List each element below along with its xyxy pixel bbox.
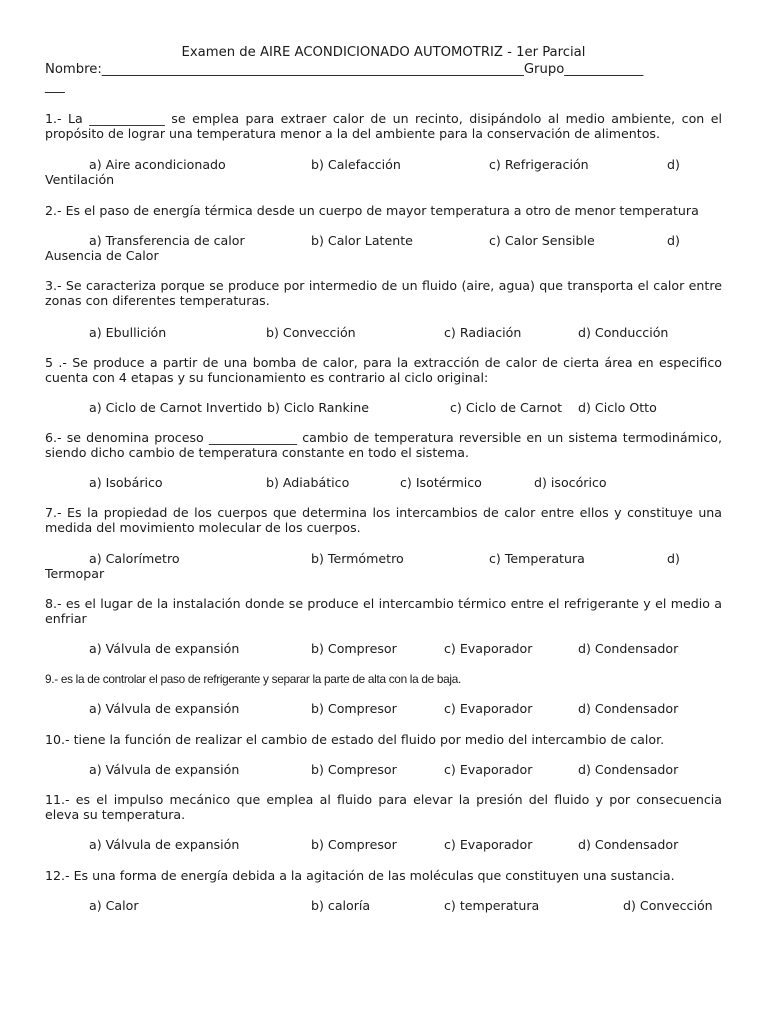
option-c: c) temperatura [444,898,540,913]
option-c: c) Ciclo de Carnot [450,400,563,415]
option-d: d) isocórico [534,475,607,490]
option-d: d) Condensador [578,837,679,852]
option-b: b) Compresor [311,701,397,716]
question-9 [45,672,722,716]
question-11 [45,792,722,852]
question-3 [45,278,722,340]
option-d: d) [667,551,680,566]
question-text: 3.- Se caracteriza porque se produce por intermedio de un fluido (aire, agua) que transporta el calor entre zonas con diferentes temperaturas. [45,278,722,308]
option-d-wrap: Ausencia de Calor [45,248,159,263]
option-d: d) [667,233,680,248]
option-d: d) Condensador [578,701,679,716]
option-a: a) Válvula de expansión [89,762,240,777]
option-b: b) caloría [311,898,371,913]
question-10 [45,732,722,777]
option-a: a) Ciclo de Carnot Invertido [89,400,263,415]
option-b: b) Ciclo Rankine [267,400,370,415]
option-d: d) Condensador [578,641,679,656]
question-1 [45,111,722,187]
question-text: 6.- se denomina proceso ______________ cambio de temperatura reversible en un sistema termodinámico, siendo dicho cambio de temperatura constante en todo el sistema. [45,430,722,460]
option-a: a) Isobárico [89,475,163,490]
option-d: d) Condensador [578,762,679,777]
question-text: 9.- es la de controlar el paso de refrigerante y separar la parte de alta con la de baja. [45,672,461,686]
option-d-wrap: Termopar [45,566,105,581]
option-a: a) Calorímetro [89,551,180,566]
option-c: c) Evaporador [444,641,533,656]
question-text: 12.- Es una forma de energía debida a la agitación de las moléculas que constituyen una sustancia. [45,868,675,883]
question-text: 2.- Es el paso de energía térmica desde un cuerpo de mayor temperatura a otro de menor temperatura [45,203,699,218]
option-c: c) Evaporador [444,837,533,852]
option-b: b) Compresor [311,837,397,852]
option-a: a) Aire acondicionado [89,157,226,172]
option-c: c) Calor Sensible [489,233,595,248]
question-6 [45,430,722,490]
option-a: a) Válvula de expansión [89,641,240,656]
option-c: c) Isotérmico [400,475,482,490]
option-b: b) Compresor [311,762,397,777]
option-d: d) Convección [623,898,713,913]
option-c: c) Evaporador [444,701,533,716]
option-a: a) Válvula de expansión [89,837,240,852]
name-group-line-wrap: ___ [45,79,65,94]
option-a: a) Transferencia de calor [89,233,245,248]
option-c: c) Radiación [444,325,522,340]
question-text: 11.- es el impulso mecánico que emplea al fluido para elevar la presión del fluido y por consecuencia eleva su temperatura. [45,792,722,822]
exam-title: Examen de AIRE ACONDICIONADO AUTOMOTRIZ - 1er Parcial [181,45,586,60]
option-b: b) Calefacción [311,157,401,172]
option-a: a) Calor [89,898,139,913]
option-b: b) Compresor [311,641,397,656]
question-8 [45,596,722,656]
question-text: 10.- tiene la función de realizar el cambio de estado del fluido por medio del intercambio de calor. [45,732,665,747]
option-c: c) Evaporador [444,762,533,777]
option-d: d) Conducción [578,325,669,340]
option-a: a) Ebullición [89,325,167,340]
option-c: c) Temperatura [489,551,585,566]
question-5 [45,355,722,415]
option-a: a) Válvula de expansión [89,701,240,716]
option-d: d) [667,157,680,172]
question-12 [45,868,722,913]
exam-page [45,44,722,913]
option-b: b) Adiabático [266,475,350,490]
option-b: b) Convección [266,325,356,340]
question-text: 7.- Es la propiedad de los cuerpos que determina los intercambios de calor entre ellos y constituye una medida del movimiento molecular de los cuerpos. [45,505,722,535]
option-b: b) Termómetro [311,551,404,566]
option-d: d) Ciclo Otto [578,400,657,415]
question-7 [45,505,722,581]
option-b: b) Calor Latente [311,233,413,248]
question-text: 5 .- Se produce a partir de una bomba de calor, para la extracción de calor de cierta área en especifico cuenta con 4 etapas y su funcionamiento es contrario al ciclo original: [45,355,722,385]
question-text: 1.- La ____________ se emplea para extraer calor de un recinto, disipándolo al medio ambiente, con el propósito de lograr una temperatura menor a la del ambiente para la conservación de alimentos. [45,111,722,141]
name-group-line: Nombre:________________________________________________________________Grupo____________ [45,62,644,77]
option-c: c) Refrigeración [489,157,589,172]
option-d-wrap: Ventilación [45,172,115,187]
question-text: 8.- es el lugar de la instalación donde se produce el intercambio térmico entre el refrigerante y el medio a enfriar [45,596,722,626]
question-2 [45,203,722,263]
